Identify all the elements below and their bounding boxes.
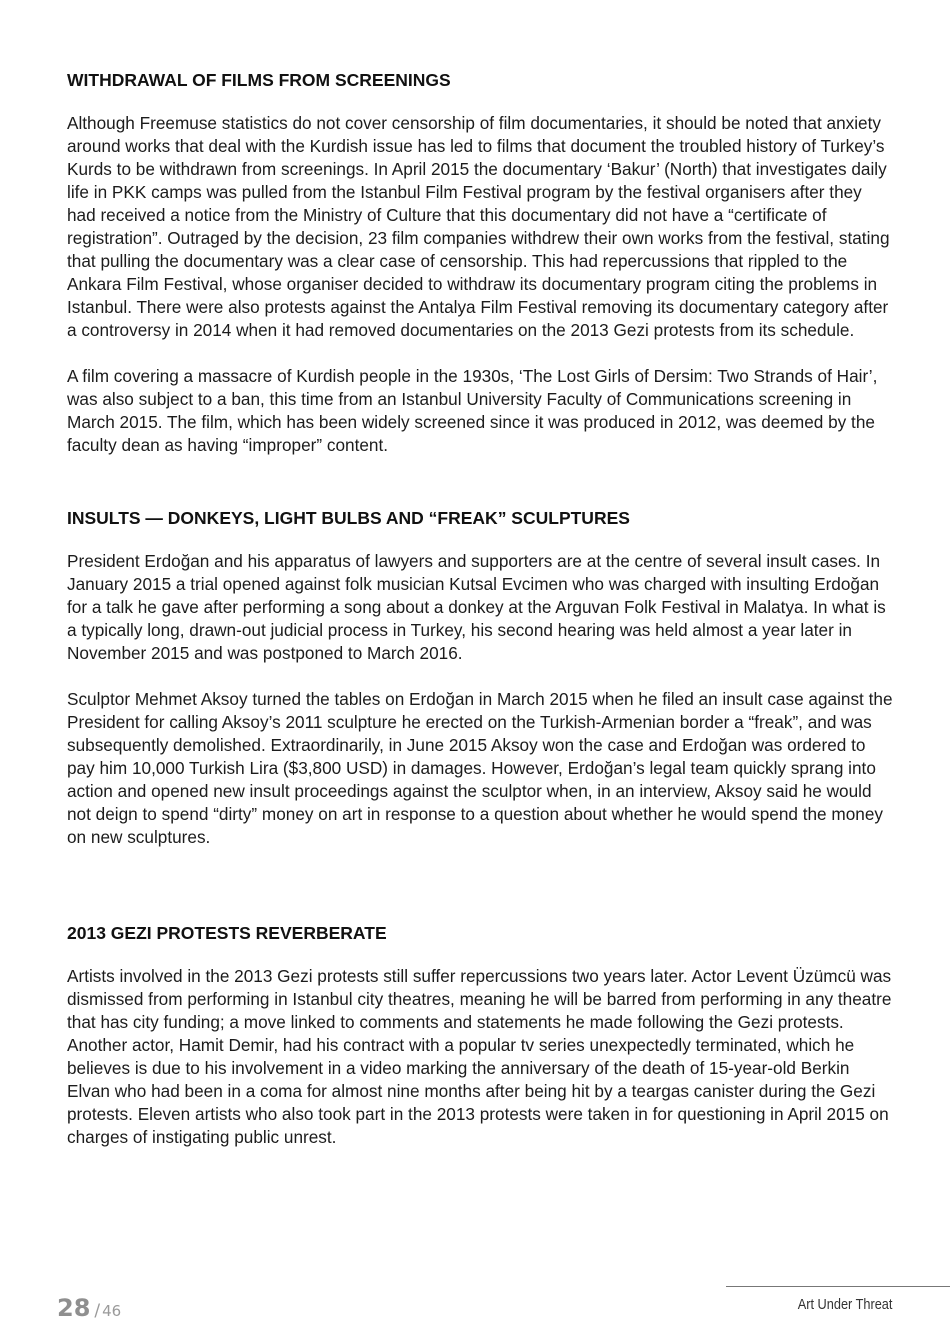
page-total: 46 (102, 1302, 122, 1320)
section-spacer (67, 872, 895, 919)
paragraph: Artists involved in the 2013 Gezi protests still suffer repercussions two years later. Actor Levent Üzümcü was dismissed from performing in Istanbul city theatres, meaning he will be barred from performing in any theatre that has city funding; a move linked to comments and statements he made following the Gezi protests. Another actor, Hamit Demir, had his contract with a popular tv series unexpectedly terminated, which he believes is due to his involvement in a video marking the anniversary of the death of 15-year-old Berkin Elvan who had been in a coma for almost nine months after being hit by a teargas canister during the Gezi protests. Eleven artists who also took part in the 2013 protests were taken in for questioning in April 2015 on charges of instigating public unrest. (67, 966, 892, 1147)
section-heading-gezi: 2013 GEZI PROTESTS REVERBERATE (67, 923, 387, 943)
page-separator: / (94, 1301, 101, 1321)
section-spacer (67, 480, 895, 504)
footer-divider (726, 1286, 950, 1287)
paragraph: A film covering a massacre of Kurdish people in the 1930s, ‘The Lost Girls of Dersim: Two Strands of Hair’, was also subject to a ban, this time from an Istanbul University Faculty of Communications screening in March 2015. The film, which has been widely screened since it was produced in 2012, was deemed by the faculty dean as having “improper” content. (67, 366, 878, 455)
section-heading-withdrawal: WITHDRAWAL OF FILMS FROM SCREENINGS (67, 70, 451, 90)
section-heading-insults: INSULTS — DONKEYS, LIGHT BULBS AND “FREAK” SCULPTURES (67, 508, 630, 528)
paragraph: President Erdoğan and his apparatus of lawyers and supporters are at the centre of several insult cases. In January 2015 a trial opened against folk musician Kutsal Evcimen who was charged with insulting Erdoğan for a talk he gave after performing a song about a donkey at the Arguvan Folk Festival in Malatya. In what is a typically long, drawn-out judicial process in Turkey, his second hearing was held almost a year later in November 2015 and was postponed to March 2016. (67, 551, 886, 663)
page-indicator (57, 1294, 121, 1322)
publication-title: Art Under Threat (797, 1296, 892, 1313)
paragraph: Although Freemuse statistics do not cover censorship of film documentaries, it should be noted that anxiety around works that deal with the Kurdish issue has led to films that document the troubled history of Turkey’s Kurds to be withdrawn from screenings. In April 2015 the documentary ‘Bakur’ (North) that investigates daily life in PKK camps was pulled from the Istanbul Film Festival program by the festival organisers after they had received a notice from the Ministry of Culture that this documentary did not have a “certificate of registration”. Outraged by the decision, 23 film companies withdrew their own works from the festival, stating that pulling the documentary was a clear case of censorship. This had repercussions that rippled to the Ankara Film Festival, whose organiser decided to withdraw its documentary program citing the problems in Istanbul. There were also protests against the Antalya Film Festival removing its documentary category after a controversy in 2014 when it had removed documentaries on the 2013 Gezi protests from its schedule. (67, 113, 890, 340)
paragraph: Sculptor Mehmet Aksoy turned the tables on Erdoğan in March 2015 when he filed an insult case against the President for calling Aksoy’s 2011 sculpture he erected on the Turkish-Armenian border a “freak”, and was subsequently demolished. Extraordinarily, in June 2015 Aksoy won the case and Erdoğan was ordered to pay him 10,000 Turkish Lira ($3,800 USD) in damages. However, Erdoğan’s legal team quickly sprang into action and opened new insult proceedings against the sculptor when, in an interview, Aksoy said he would not deign to spend “dirty” money on art in response to a question about whether he would spend the money on new sculptures. (67, 689, 893, 847)
page-number: 28 (57, 1294, 91, 1322)
document-body (67, 66, 895, 1172)
